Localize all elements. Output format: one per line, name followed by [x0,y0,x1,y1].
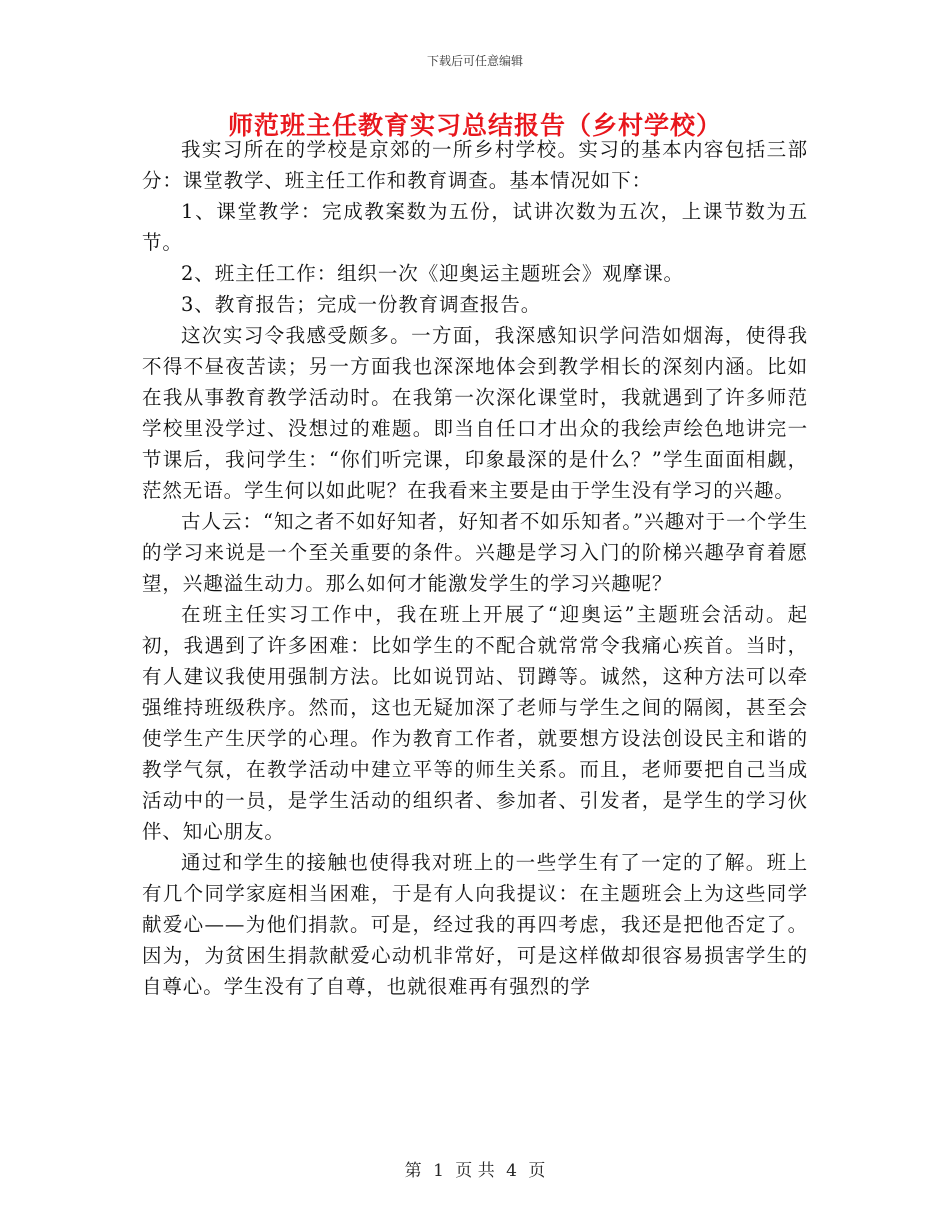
paragraph: 1、课堂教学：完成教案数为五份，试讲次数为五次，上课节数为五节。 [142,200,808,254]
paragraph: 我实习所在的学校是京郊的一所乡村学校。实习的基本内容包括三部分：课堂教学、班主任工作和教育调查。基本情况如下： [142,138,808,192]
footer-prefix: 第 [404,1161,422,1181]
document-body [142,134,808,1002]
paragraph: 2、班主任工作：组织一次《迎奥运主题班会》观摩课。 [181,262,684,285]
current-page-number: 1 [433,1161,444,1181]
paragraph: 在班主任实习工作中，我在班上开展了“迎奥运”主题班会活动。起初，我遇到了许多困难：比如学生的不配合就常常令我痛心疾首。当时，有人建议我使用强制方法。比如说罚站、罚蹲等。诚然，这种方法可以牵强维持班级秩序。然而，这也无疑加深了老师与学生之间的隔阂，甚至会使学生产生厌学的心理。作为教育工作者，就要想方设法创设民主和谐的教学气氛，在教学活动中建立平等的师生关系。而且，老师要把自己当成活动中的一员，是学生活动的组织者、参加者、引发者，是学生的学习伙伴、知心朋友。 [142,603,808,843]
paragraph: 这次实习令我感受颇多。一方面，我深感知识学问浩如烟海，使得我不得不昼夜苦读；另一方面我也深深地体会到教学相长的深刻内涵。比如在我从事教育教学活动时。在我第一次深化课堂时，我就遇到了许多师范学校里没学过、没想过的难题。即当自任口才出众的我绘声绘色地讲完一节课后，我问学生：“你们听完课，印象最深的是什么？”学生面面相觑，茫然无语。学生何以如此呢？在我看来主要是由于学生没有学习的兴趣。 [142,324,808,502]
document-title: 师范班主任教育实习总结报告（乡村学校） [227,111,722,140]
footer-suffix: 页 [528,1161,546,1181]
total-page-count: 4 [506,1161,517,1181]
footer-middle: 页 共 [455,1161,495,1181]
page-header: 下载后可任意编辑 [426,54,523,68]
paragraph: 古人云：“知之者不如好知者，好知者不如乐知者。”兴趣对于一个学生的学习来说是一个至关重要的条件。兴趣是学习入门的阶梯兴趣孕育着愿望，兴趣溢生动力。那么如何才能激发学生的学习兴趣呢？ [142,510,808,595]
paragraph: 通过和学生的接触也使得我对班上的一些学生有了一定的了解。班上有几个同学家庭相当困难，于是有人向我提议：在主题班会上为这些同学献爱心——为他们捐款。可是，经过我的再四考虑，我还是把他否定了。因为，为贫困生捐款献爱心动机非常好，可是这样做却很容易损害学生的自尊心。学生没有了自尊，也就很难再有强烈的学 [142,851,808,998]
page-footer [0,1156,950,1181]
paragraph: 3、教育报告；完成一份教育调查报告。 [181,293,542,316]
